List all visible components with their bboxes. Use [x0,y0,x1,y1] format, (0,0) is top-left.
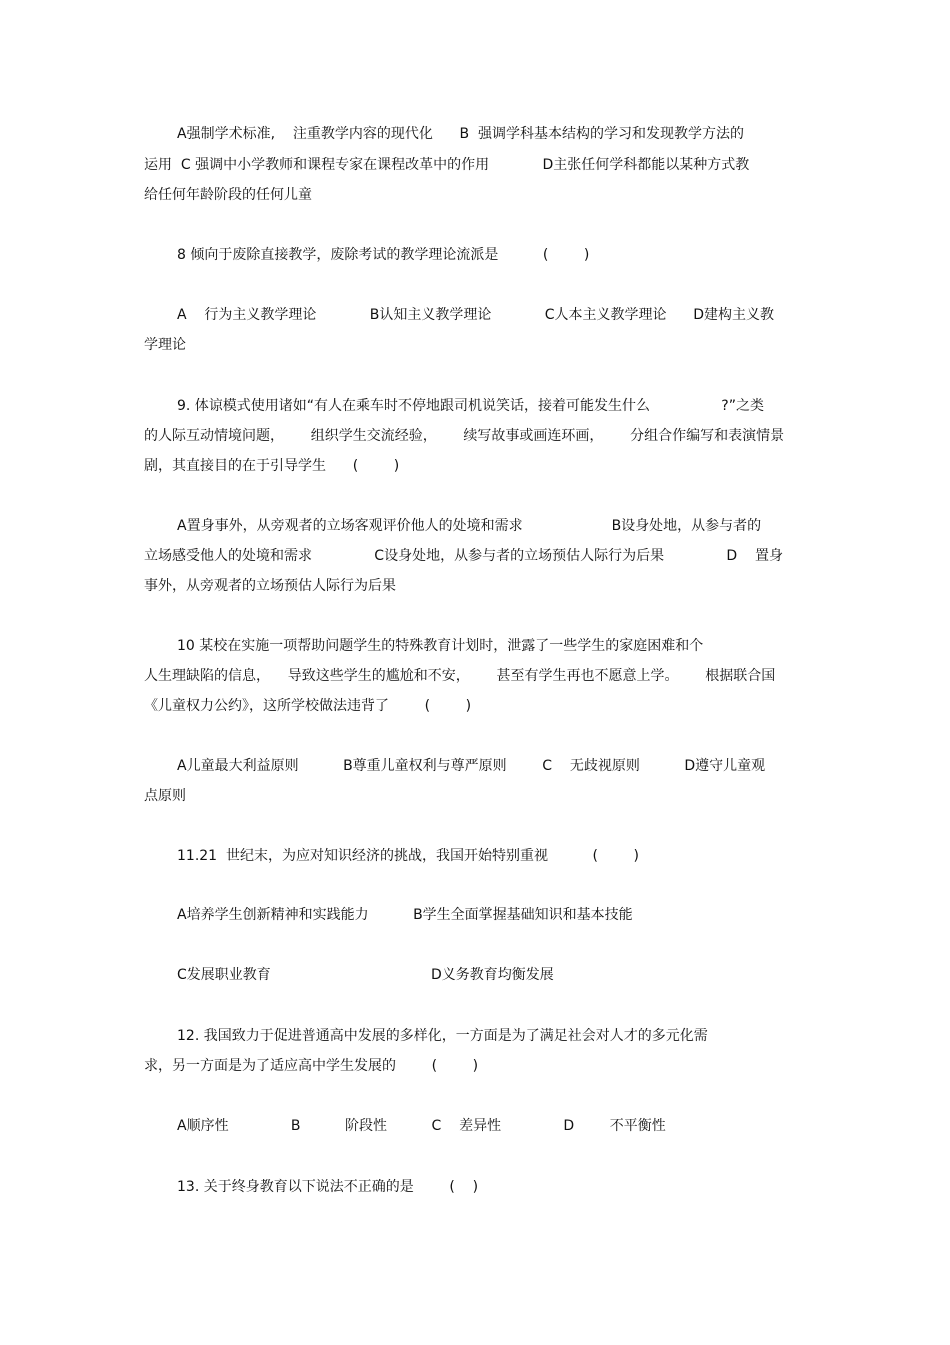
text-line: 学理论 [144,337,186,353]
question-text: 10 某校在实施一项帮助问题学生的特殊教育计划时，泄露了一些学生的家庭困难和个 [177,638,704,654]
text-line: C发展职业教育 D义务教育均衡发展 [177,967,554,983]
text-line: 点原则 [144,788,186,804]
text-line: 立场感受他人的处境和需求 C设身处地，从参与者的立场预估人际行为后果 D 置身 [144,548,783,564]
question-text: 求，另一方面是为了适应高中学生发展的 ( ) [144,1058,479,1074]
text-line: A置身事外，从旁观者的立场客观评价他人的处境和需求 B设身处地，从参与者的 [177,518,762,534]
question-text: 8 倾向于废除直接教学，废除考试的教学理论流派是 ( ) [177,247,590,263]
text-line: 运用 C 强调中小学教师和课程专家在课程改革中的作用 D主张任何学科都能以某种方式教 [144,157,750,173]
question-text: 11.21 世纪末，为应对知识经济的挑战，我国开始特别重视 ( ) [177,848,640,864]
text-line: A儿童最大利益原则 B尊重儿童权利与尊严原则 C 无歧视原则 D遵守儿童观 [177,758,766,774]
question-text: 13. 关于终身教育以下说法不正确的是 ( ) [177,1179,479,1195]
text-line: A强制学术标准, 注重教学内容的现代化 B 强调学科基本结构的学习和发现教学方法的 [177,126,745,142]
question-text: 人生理缺陷的信息， 导致这些学生的尴尬和不安， 甚至有学生再也不愿意上学。 根据联合国 [144,668,776,684]
question-text: 《儿童权力公约》，这所学校做法违背了 ( ) [144,698,472,714]
text-line: A培养学生创新精神和实践能力 B学生全面掌握基础知识和基本技能 [177,907,633,923]
text-line: 给任何年龄阶段的任何儿童 [144,187,312,203]
question-text: 12. 我国致力于促进普通高中发展的多样化，一方面是为了满足社会对人才的多元化需 [177,1028,708,1044]
question-text: 的人际互动情境问题， 组织学生交流经验， 续写故事或画连环画， 分组合作编写和表演情景 [144,428,785,444]
text-line: A 行为主义教学理论 B认知主义教学理论 C人本主义教学理论 D建构主义教 [177,307,775,323]
question-text: 9. 体谅模式使用诸如“有人在乘车时不停地跟司机说笑话，接着可能发生什么 ?”之类 [177,398,764,414]
text-line: A顺序性 B 阶段性 C 差异性 D 不平衡性 [177,1118,666,1134]
question-text: 剧，其直接目的在于引导学生 ( ) [144,458,400,474]
text-line: 事外，从旁观者的立场预估人际行为后果 [144,578,396,594]
